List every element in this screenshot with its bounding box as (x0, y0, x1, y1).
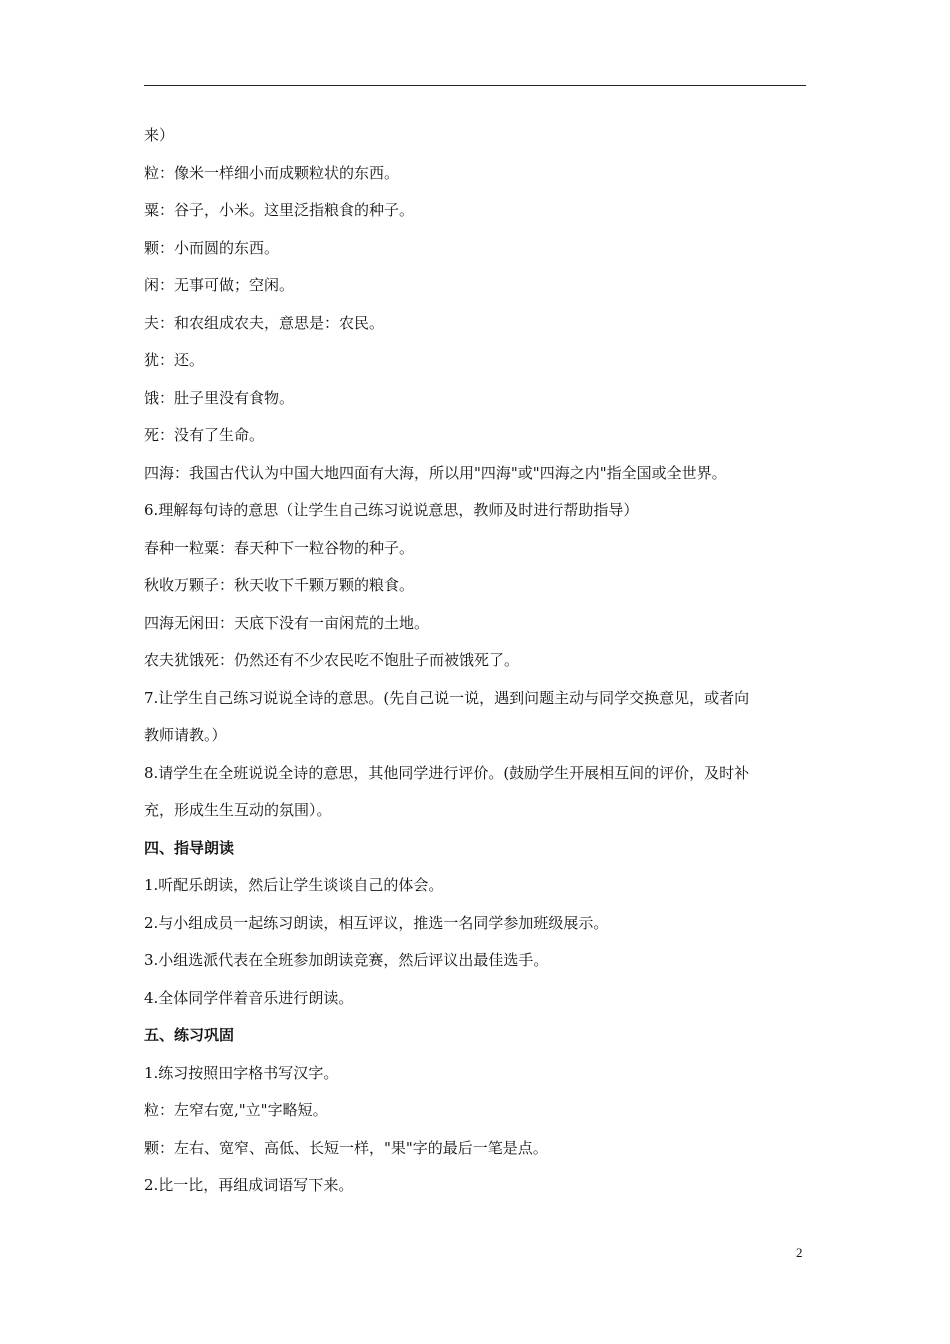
definition-you: 犹：还。 (144, 351, 205, 369)
definition-si: 死：没有了生命。 (144, 426, 265, 444)
step-7-row-1: 7.让学生自己练习说说全诗的意思。(先自己说一说，遇到问题主动与同学交换意见，或者向 (144, 688, 750, 707)
definition-li: 粒：像米一样细小而成颗粒状的东西。 (144, 163, 400, 182)
definition-sihai: 四海：我国古代认为中国大地四面有大海，所以用"四海"或"四海之内"指全国或全世界。 (144, 463, 727, 482)
reading-item-3: 3.小组选派代表在全班参加朗读竞赛，然后评议出最佳选手。 (144, 951, 549, 969)
page-content (144, 124, 808, 1212)
step-8 (144, 762, 808, 822)
step-7-row-2: 教师请教。） (144, 726, 227, 744)
practice-item-2: 粒：左窄右宽,"立"字略短。 (144, 1101, 328, 1119)
text-line: 来） (144, 126, 175, 144)
reading-item-1: 1.听配乐朗读，然后让学生谈谈自己的体会。 (144, 876, 444, 894)
verse-explanation-3: 四海无闲田：天底下没有一亩闲荒的土地。 (144, 613, 430, 632)
step-8-row-1: 8.请学生在全班说说全诗的意思，其他同学进行评价。(鼓励学生开展相互间的评价，及时补 (144, 763, 750, 782)
reading-item-2: 2.与小组成员一起练习朗读，相互评议，推选一名同学参加班级展示。 (144, 913, 609, 932)
verse-explanation-4: 农夫犹饿死：仍然还有不少农民吃不饱肚子而被饿死了。 (144, 651, 520, 669)
header-rule (144, 85, 806, 86)
step-7 (144, 687, 808, 747)
practice-item-4: 2.比一比，再组成词语写下来。 (144, 1176, 354, 1194)
section-heading-reading: 四、指导朗读 (144, 838, 235, 857)
definition-su: 粟：谷子，小米。这里泛指粮食的种子。 (144, 201, 415, 219)
practice-item-3: 颗：左右、宽窄、高低、长短一样，"果"字的最后一笔是点。 (144, 1138, 548, 1157)
section-heading-practice: 五、练习巩固 (144, 1026, 235, 1044)
definition-e: 饿：肚子里没有食物。 (144, 388, 295, 407)
definition-ke: 颗：小而圆的东西。 (144, 238, 280, 257)
step-8-row-2: 充，形成生生互动的氛围）。 (144, 801, 332, 819)
page-number: 2 (796, 1245, 803, 1260)
verse-explanation-1: 春种一粒粟：春天种下一粒谷物的种子。 (144, 538, 415, 557)
step-6: 6.理解每句诗的意思（让学生自己练习说说意思，教师及时进行帮助指导） (144, 501, 639, 519)
verse-explanation-2: 秋收万颗子：秋天收下千颗万颗的粮食。 (144, 576, 415, 594)
reading-item-4: 4.全体同学伴着音乐进行朗读。 (144, 988, 354, 1007)
practice-item-1: 1.练习按照田字格书写汉字。 (144, 1063, 339, 1082)
definition-fu: 夫：和农组成农夫，意思是：农民。 (144, 313, 385, 332)
definition-xian: 闲：无事可做；空闲。 (144, 276, 295, 294)
